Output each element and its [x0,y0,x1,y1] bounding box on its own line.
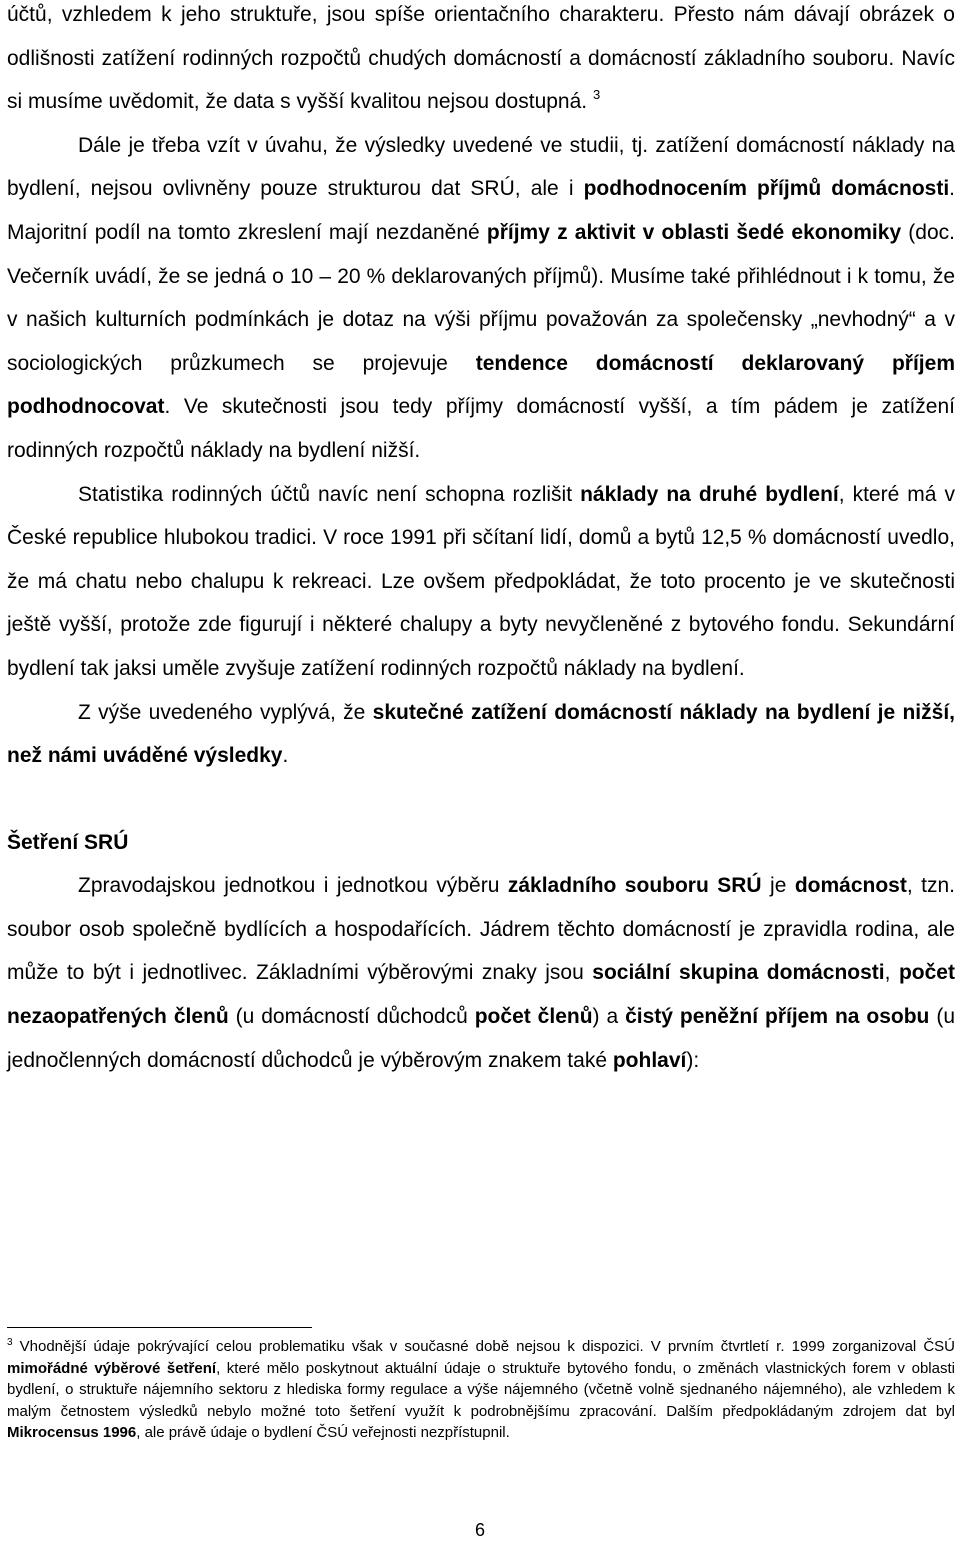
footnote-marker: 3 [7,1337,13,1348]
emphasis: počet nezaopatřených členů [7,961,955,1029]
paragraph-1-text: účtů, vzhledem k jeho struktuře, jsou spíše orientačního charakteru. Přesto nám dávají obrázek o odlišnosti zatížení rodinných rozpočtů chudých domácností a domácností základního souboru. Navíc si musíme uvědomit, že data s vyšší kvalitou nejsou dostupná. [7,3,955,114]
emphasis: náklady na druhé bydlení [580,482,839,506]
text: , tzn. soubor osob společně bydlících a hospodařících. Jádrem těchto domácností je zpravidla rodina, ale může to být i jednotlivec. Základními výběrovými znaky jsou [7,874,955,985]
emphasis: příjmy z aktivit v oblasti šedé ekonomiky [486,220,902,244]
text: . [282,744,289,768]
emphasis: Mikrocensus 1996 [7,1424,137,1442]
paragraph-3 [7,473,955,691]
text: Zpravodajskou jednotkou i jednotkou výběru [78,874,508,898]
footnote-ref-3[interactable]: 3 [592,87,601,103]
text: , ale právě údaje o bydlení ČSÚ veřejnosti nezpřístupnil. [136,1424,510,1442]
emphasis: domácnost [794,874,907,898]
text: . Majoritní podíl na tomto zkreslení mají nezdaněné [7,177,956,244]
text: ) a [592,1005,626,1029]
text: , [884,961,899,985]
page-number: 6 [474,1520,485,1540]
section-heading: Šetření SRÚ [7,830,129,854]
emphasis: sociální skupina domácnosti [592,961,885,985]
text: Vhodnější údaje pokrývající celou problematiku však v současné době nejsou k dispozici. V prvním čtvrtletí r. 1999 zorganizoval ČSÚ [12,1338,955,1355]
text: (doc. Večerník uvádí, že se jedná o 10 – 20 % deklarovaných příjmů). Musíme také přihlédnout i k tomu, že v našich kulturních podmínkách je dotaz na výši příjmu považován za společensky „nevhodný“ a v sociologických průzkumech se projevuje [7,220,955,375]
emphasis: skutečné zatížení domácností náklady na bydlení je nižší, než námi uváděné výsledky [7,700,955,768]
emphasis: počet členů [474,1005,593,1029]
text: (u domácností důchodců [228,1005,475,1029]
text: (u jednočlenných domácností důchodců je výběrovým znakem také [7,1005,955,1072]
text: Statistika rodinných účtů navíc není schopna rozlišit [78,482,581,506]
footnote-3 [7,1336,955,1444]
emphasis: základního souboru SRÚ [507,874,762,898]
emphasis: čistý peněžní příjem na osobu [625,1005,930,1029]
footnote-separator [7,1327,312,1328]
emphasis: podhodnocením příjmů domácnosti [583,177,950,201]
text: ): [686,1048,700,1072]
text: Dále je třeba vzít v úvahu, že výsledky uvedené ve studii, tj. zatížení domácností náklady na bydlení, nejsou ovlivněny pouze strukturou dat SRÚ, ale i [7,133,955,201]
emphasis: mimořádné výběrové šetření [7,1359,217,1377]
document-body [7,0,955,1082]
text: Z výše uvedeného vyplývá, že [78,700,373,724]
emphasis: pohlaví [612,1048,687,1072]
emphasis: tendence domácností deklarovaný příjem podhodnocovat [7,351,955,419]
text: je [761,874,795,898]
paragraph-5 [7,864,955,1082]
paragraph-1 [7,0,955,124]
text: , které mělo poskytnout aktuální údaje o struktuře bytového fondu, o změnách vlastnických forem v oblasti bydlení, o struktuře nájemního sektoru z hlediska formy regulace a výše nájemného (včetně volně sjednaného nájemného), ale vzhledem k malým četnostem výsledků nebylo možné toto šetření využít k podrobnějšímu zpracování. Dalším předpokládaným zdrojem dat byl [7,1359,955,1420]
paragraph-4 [7,691,955,778]
paragraph-2 [7,124,955,473]
text: , které má v České republice hlubokou tradici. V roce 1991 při sčítaní lidí, domů a bytů 12,5 % domácností uvedlo, že má chatu nebo chalupu k rekreaci. Lze ovšem předpokládat, že toto procento je ve skutečnosti ještě vyšší, protože zde figurují i některé chalupy a byty nevyčleněné z bytového fondu. Sekundární bydlení tak jaksi uměle zvyšuje zatížení rodinných rozpočtů náklady na bydlení. [7,482,956,680]
text: . Ve skutečnosti jsou tedy příjmy domácností vyšší, a tím pádem je zatížení rodinných rozpočtů náklady na bydlení nižší. [7,395,955,462]
